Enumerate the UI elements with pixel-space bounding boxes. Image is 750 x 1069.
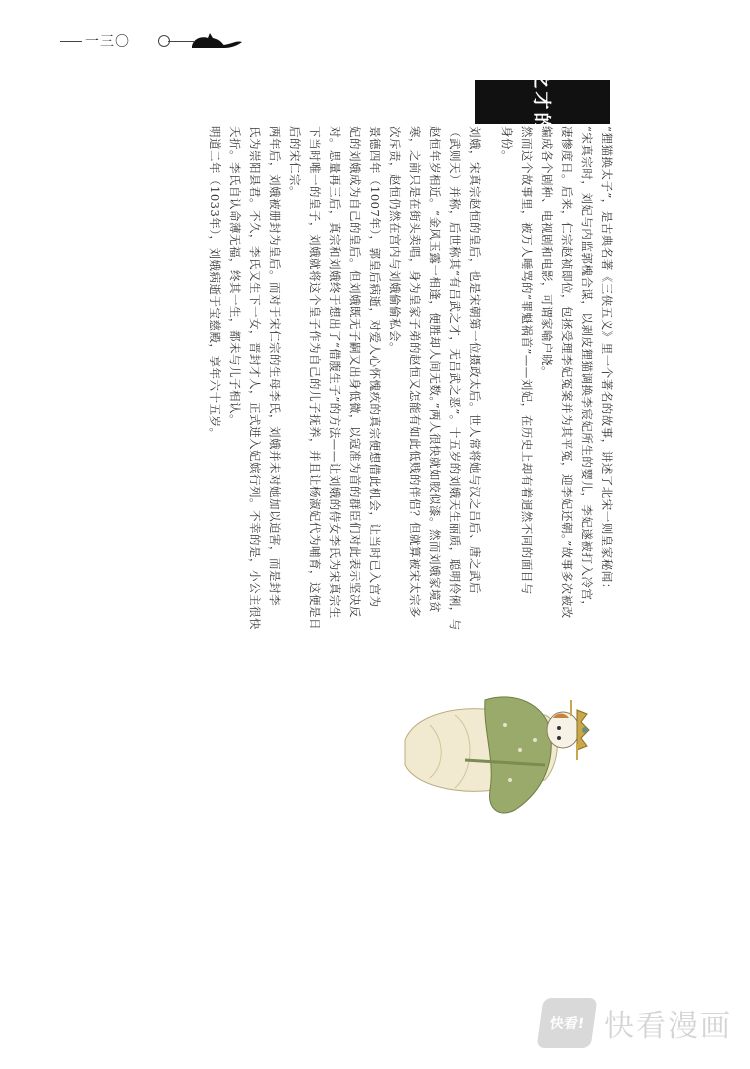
text-column: 刘娥，宋真宗赵恒的皇后，也是宋朝第一位摄政太后。世人常将她与汉之吕后、唐之武后 (468, 126, 482, 594)
text-column: 赵恒年岁相近。“金风玉露一相逢，便胜却人间无数。”两人很快就如胶似漆。然而刘娥家境贫 (428, 126, 442, 614)
cat-silhouette-icon (188, 28, 244, 52)
watermark (540, 995, 740, 1051)
text-column: 寒，之前只是在街头卖唱，身为皇家子弟的赵恒又怎能有如此低贱的伴侣？但就算被宋太宗多 (408, 126, 422, 618)
vertical-text-block (195, 126, 615, 666)
text-column: 编成各个剧种、电视剧和电影，可谓家喻户晓。 (540, 126, 554, 378)
text-column: 后的宋仁宗。 (288, 126, 302, 198)
text-column: 景德四年（1007年），郭皇后病逝，对爱人心怀愧疚的真宗便想借此机会，让当时已入宫为 (368, 126, 382, 608)
text-column: 明道二年（1033年），刘娥病逝于宝慈殿，享年六十五岁。 (208, 126, 222, 440)
text-column: 身份。 (500, 126, 514, 162)
text-column: 下当时唯一的皇子，刘娥就将这个皇子作为自己的儿子抚养，并且让杨淑妃代为哺育，这便是日 (308, 126, 322, 630)
text-column: 妃的刘娥成为自己的皇后。但刘娥既无子嗣又出身低微，以寇准为首的群臣们对此表示坚决反 (348, 126, 362, 618)
watermark-brand: 快看漫画 (604, 1009, 732, 1044)
text-column: “宋真宗时，刘妃与内监郭槐合谋，以剥皮狸猫调换李宸妃所生的婴儿，李妃遂被打入冷宫， (580, 126, 594, 613)
empress-cat-illustration (395, 670, 595, 860)
text-column: 两年后，刘娥被册封为皇后。而对于宋仁宗的生母李氏，刘娥并未对她加以迫害，而是封李 (268, 126, 282, 606)
text-column: （武则天）并称，后世称其“有吕武之才，无吕武之恶”。十五岁的刘娥天生丽质，聪明伶俐，与 (448, 126, 462, 631)
text-column-spacer (487, 126, 495, 666)
watermark-logo: 快看! (536, 998, 597, 1048)
page-number: 一三〇 (82, 31, 133, 51)
text-column: 氏为崇阳县君。不久，李氏又生下一女，晋封才人，正式进入妃嫔行列。不幸的是，小公主很快 (248, 126, 262, 630)
text-column: “狸猫换太子”，是古典名著《三侠五义》里一个著名的故事，讲述了北宋一则皇家秘闻： (600, 126, 614, 595)
text-column: 对。思量再三后，真宗和刘娥终于想出了“借腹生子”的方法——让刘娥的侍女李氏为宋真宗生 (328, 126, 342, 619)
text-column: 次斥责，赵恒仍然在宫内与刘娥偷偷私会。 (388, 126, 402, 354)
text-column: 凄惨度日。后来，仁宗赵祯即位，包拯受理李妃冤案并为其平冤，迎李妃还朝。”故事多次被改 (560, 126, 574, 619)
text-column: 夭折。李氏自认命薄无福，终其一生，都未与儿子相认。 (228, 126, 242, 426)
page-marker (60, 28, 200, 52)
chapter-title: 吕武之才的刘娥 (530, 28, 552, 176)
text-column: 然而这个故事里，被万人唾骂的“罪魁祸首”——刘妃，在历史上却有着迥然不同的面目与 (520, 126, 534, 595)
